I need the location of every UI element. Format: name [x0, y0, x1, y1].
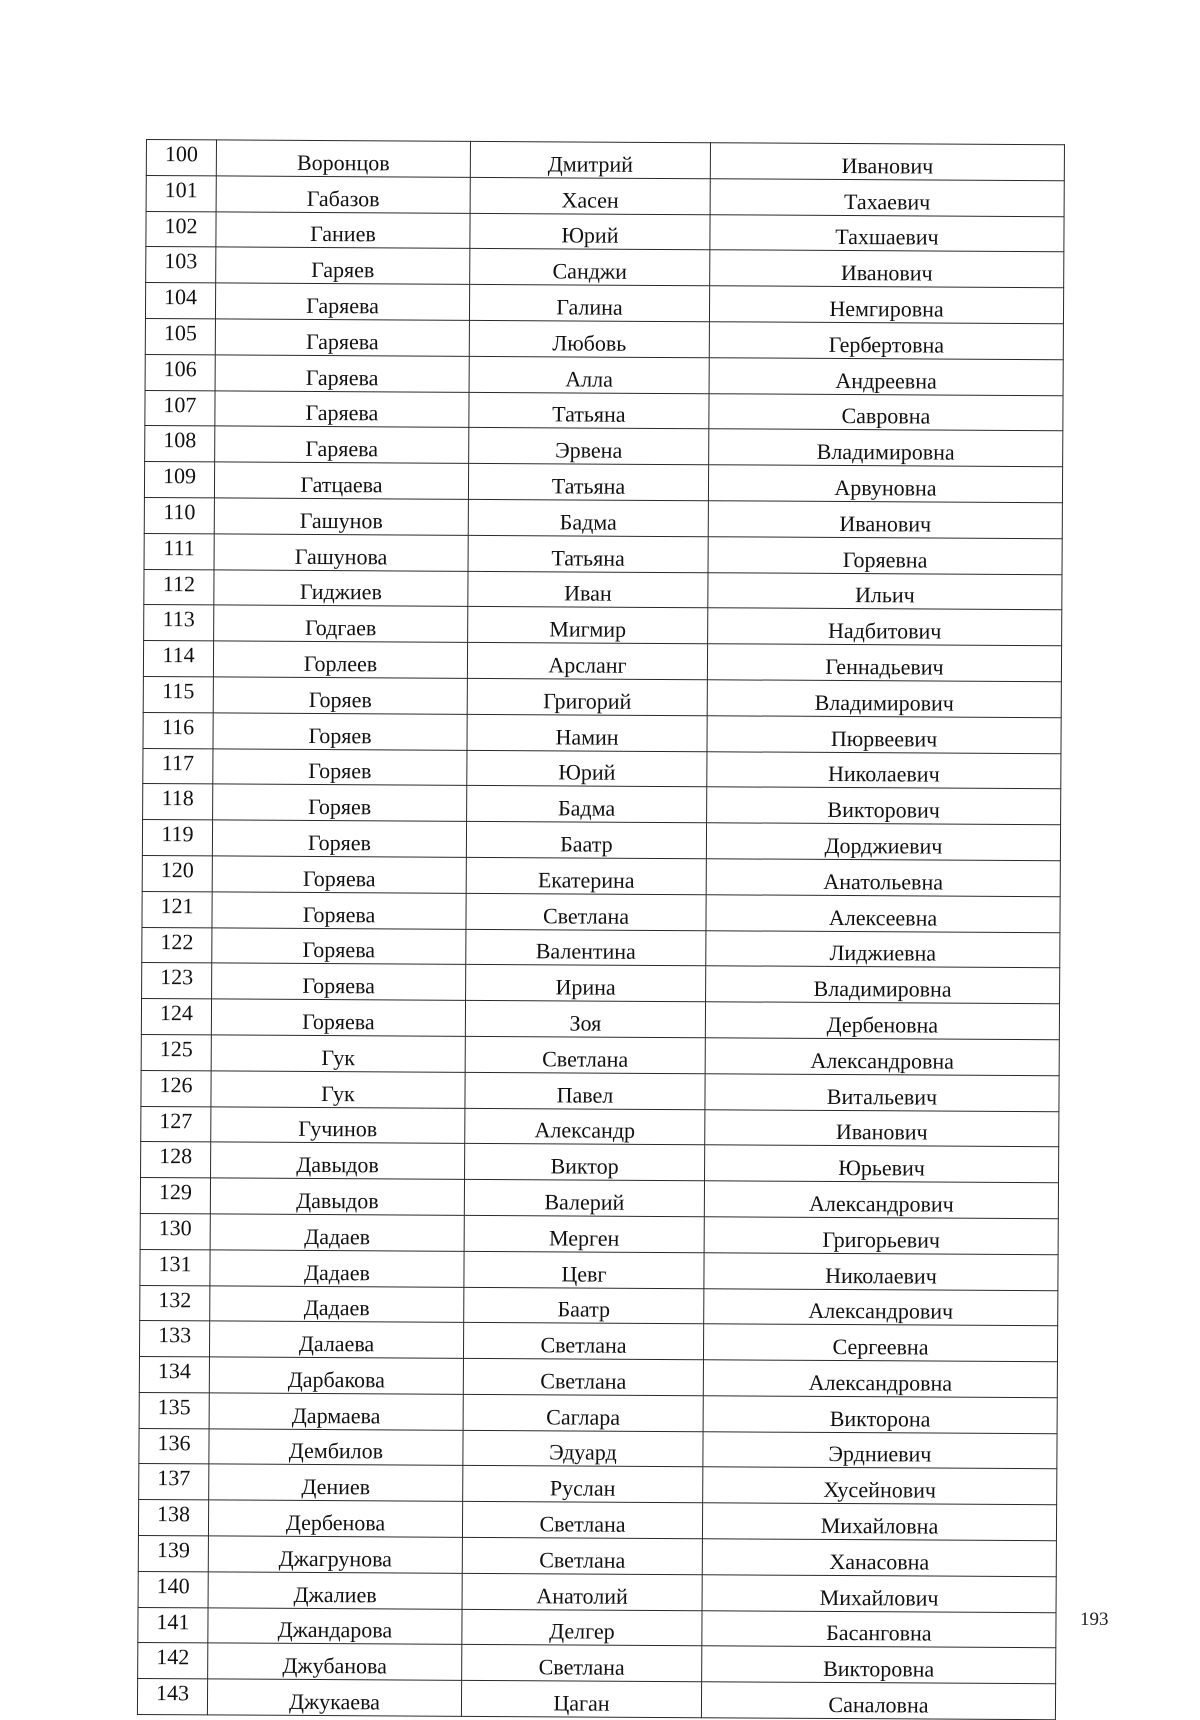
- patronymic-cell: Савровна: [709, 393, 1063, 431]
- table-row: [138, 1643, 1056, 1684]
- first-name-cell: Виктор: [465, 1144, 705, 1181]
- table-row: [144, 462, 1062, 503]
- first-name-cell: Бадма: [467, 786, 707, 823]
- patronymic-cell: Григорьевич: [704, 1217, 1058, 1255]
- row-number-cell: 104: [145, 283, 215, 319]
- row-number-cell: 137: [139, 1464, 209, 1500]
- table-row: [139, 1428, 1057, 1469]
- table-row: [144, 533, 1062, 574]
- row-number-cell: 127: [141, 1106, 211, 1142]
- patronymic-cell: Владимировна: [709, 429, 1063, 467]
- first-name-cell: Светлана: [462, 1645, 702, 1682]
- last-name-cell: Горяев: [213, 713, 467, 750]
- table-row: [145, 426, 1063, 467]
- row-number-cell: 128: [141, 1142, 211, 1178]
- patronymic-cell: Александрович: [704, 1288, 1058, 1326]
- last-name-cell: Гаряева: [215, 283, 469, 320]
- first-name-cell: Анатолий: [462, 1573, 702, 1610]
- row-number-cell: 112: [144, 569, 214, 605]
- first-name-cell: Баатр: [466, 821, 706, 858]
- patronymic-cell: Анатольевна: [706, 859, 1060, 897]
- last-name-cell: Горяева: [212, 963, 466, 1000]
- last-name-cell: Гаряева: [215, 390, 469, 427]
- patronymic-cell: Лиджиевна: [706, 930, 1060, 968]
- patronymic-cell: Ильич: [708, 572, 1062, 610]
- patronymic-cell: Андреевна: [709, 358, 1063, 396]
- first-name-cell: Дмитрий: [470, 141, 710, 178]
- last-name-cell: Дарбакова: [209, 1357, 463, 1394]
- last-name-cell: Воронцов: [216, 140, 470, 177]
- table-row: [142, 891, 1060, 932]
- first-name-cell: Зоя: [465, 1000, 705, 1037]
- row-number-cell: 117: [143, 748, 213, 784]
- last-name-cell: Гучинов: [211, 1106, 465, 1143]
- last-name-cell: Ганиев: [216, 211, 470, 248]
- patronymic-cell: Александрович: [704, 1181, 1058, 1219]
- row-number-cell: 123: [142, 963, 212, 999]
- row-number-cell: 102: [146, 211, 216, 247]
- row-number-cell: 130: [140, 1213, 210, 1249]
- first-name-cell: Саглара: [463, 1394, 703, 1431]
- row-number-cell: 110: [144, 497, 214, 533]
- first-name-cell: Александр: [465, 1108, 705, 1145]
- last-name-cell: Горяева: [212, 927, 466, 964]
- first-name-cell: Юрий: [470, 213, 710, 250]
- first-name-cell: Цевг: [464, 1251, 704, 1288]
- table-row: [140, 1178, 1058, 1219]
- last-name-cell: Горяева: [212, 856, 466, 893]
- last-name-cell: Дадаев: [210, 1285, 464, 1322]
- first-name-cell: Делгер: [462, 1609, 702, 1646]
- table-row: [145, 354, 1063, 395]
- first-name-cell: Светлана: [466, 893, 706, 930]
- first-name-cell: Санджи: [470, 249, 710, 286]
- patronymic-cell: Басанговна: [702, 1610, 1056, 1648]
- table-row: [142, 820, 1060, 861]
- table-row: [144, 569, 1062, 610]
- row-number-cell: 142: [138, 1643, 208, 1679]
- row-number-cell: 132: [140, 1285, 210, 1321]
- row-number-cell: 133: [139, 1321, 209, 1357]
- first-name-cell: Татьяна: [468, 464, 708, 501]
- row-number-cell: 125: [141, 1034, 211, 1070]
- patronymic-cell: Иванович: [705, 1109, 1059, 1147]
- first-name-cell: Светлана: [462, 1537, 702, 1574]
- table-row: [143, 712, 1061, 753]
- last-name-cell: Джукаева: [207, 1679, 461, 1716]
- row-number-cell: 118: [143, 784, 213, 820]
- row-number-cell: 115: [143, 676, 213, 712]
- table-row: [146, 175, 1064, 216]
- first-name-cell: Баатр: [464, 1287, 704, 1324]
- patronymic-cell: Горяевна: [708, 537, 1062, 575]
- last-name-cell: Дармаева: [209, 1393, 463, 1430]
- row-number-cell: 121: [142, 891, 212, 927]
- last-name-cell: Горяев: [212, 820, 466, 857]
- row-number-cell: 141: [138, 1607, 208, 1643]
- table-row: [143, 784, 1061, 825]
- table-row: [145, 283, 1063, 324]
- table-row: [137, 1679, 1055, 1720]
- last-name-cell: Горлеев: [213, 641, 467, 678]
- first-name-cell: Светлана: [462, 1502, 702, 1539]
- patronymic-cell: Тахшаевич: [710, 214, 1064, 252]
- patronymic-cell: Михайлович: [702, 1575, 1056, 1613]
- row-number-cell: 111: [144, 533, 214, 569]
- table-row: [142, 927, 1060, 968]
- last-name-cell: Далаева: [209, 1321, 463, 1358]
- row-number-cell: 103: [146, 247, 216, 283]
- first-name-cell: Юрий: [467, 750, 707, 787]
- first-name-cell: Руслан: [463, 1466, 703, 1503]
- table-row: [139, 1392, 1057, 1433]
- row-number-cell: 119: [142, 820, 212, 856]
- first-name-cell: Эрвена: [469, 428, 709, 465]
- row-number-cell: 100: [146, 140, 216, 176]
- patronymic-cell: Сергеевна: [703, 1324, 1057, 1362]
- row-number-cell: 124: [141, 999, 211, 1035]
- table-row: [139, 1357, 1057, 1398]
- patronymic-cell: Хусейнович: [703, 1467, 1057, 1505]
- first-name-cell: Мигмир: [468, 607, 708, 644]
- patronymic-cell: Немгировна: [709, 286, 1063, 324]
- table-row: [138, 1536, 1056, 1577]
- last-name-cell: Дадаев: [210, 1214, 464, 1251]
- table-row: [141, 1142, 1059, 1183]
- first-name-cell: Татьяна: [468, 535, 708, 572]
- first-name-cell: Екатерина: [466, 857, 706, 894]
- patronymic-cell: Гербертовна: [709, 322, 1063, 360]
- patronymic-cell: Тахаевич: [710, 179, 1064, 217]
- table-row: [141, 999, 1059, 1040]
- patronymic-cell: Пюрвеевич: [707, 715, 1061, 753]
- row-number-cell: 140: [138, 1571, 208, 1607]
- first-name-cell: Григорий: [467, 678, 707, 715]
- first-name-cell: Галина: [469, 285, 709, 322]
- patronymic-cell: Иванович: [710, 250, 1064, 288]
- first-name-cell: Павел: [465, 1072, 705, 1109]
- last-name-cell: Гиджиев: [214, 569, 468, 606]
- last-name-cell: Гаряева: [215, 426, 469, 463]
- first-name-cell: Татьяна: [469, 392, 709, 429]
- row-number-cell: 122: [142, 927, 212, 963]
- last-name-cell: Дембилов: [209, 1429, 463, 1466]
- patronymic-cell: Михайловна: [702, 1503, 1056, 1541]
- row-number-cell: 134: [139, 1357, 209, 1393]
- patronymic-cell: Иванович: [708, 501, 1062, 539]
- table-row: [146, 140, 1064, 181]
- last-name-cell: Давыдов: [210, 1178, 464, 1215]
- last-name-cell: Гатцаева: [214, 462, 468, 499]
- table-row: [140, 1249, 1058, 1290]
- table-row: [142, 855, 1060, 896]
- first-name-cell: Арсланг: [467, 643, 707, 680]
- row-number-cell: 108: [145, 426, 215, 462]
- table-row: [141, 1070, 1059, 1111]
- row-number-cell: 139: [138, 1536, 208, 1572]
- table-row: [143, 676, 1061, 717]
- last-name-cell: Гук: [211, 1035, 465, 1072]
- last-name-cell: Джандарова: [208, 1608, 462, 1645]
- row-number-cell: 120: [142, 855, 212, 891]
- last-name-cell: Гаряева: [215, 355, 469, 392]
- table-row: [146, 211, 1064, 252]
- table-row: [139, 1464, 1057, 1505]
- patronymic-cell: Эрдниевич: [703, 1431, 1057, 1469]
- patronymic-cell: Дорджиевич: [706, 823, 1060, 861]
- patronymic-cell: Витальевич: [705, 1073, 1059, 1111]
- table-row: [138, 1500, 1056, 1541]
- table-row: [144, 497, 1062, 538]
- table-row: [146, 247, 1064, 288]
- row-number-cell: 107: [145, 390, 215, 426]
- last-name-cell: Горяев: [213, 748, 467, 785]
- patronymic-cell: Геннадьевич: [707, 644, 1061, 682]
- table-row: [145, 390, 1063, 431]
- first-name-cell: Любовь: [469, 320, 709, 357]
- table-row: [138, 1571, 1056, 1612]
- last-name-cell: Джубанова: [208, 1643, 462, 1680]
- table-row: [145, 318, 1063, 359]
- patronymic-cell: Ханасовна: [702, 1539, 1056, 1577]
- patronymic-cell: Иванович: [710, 143, 1064, 181]
- last-name-cell: Гашунова: [214, 534, 468, 571]
- name-table: [137, 139, 1065, 1720]
- first-name-cell: Ирина: [466, 965, 706, 1002]
- last-name-cell: Гаряев: [216, 247, 470, 284]
- first-name-cell: Бадма: [468, 499, 708, 536]
- row-number-cell: 129: [140, 1178, 210, 1214]
- first-name-cell: Мерген: [464, 1215, 704, 1252]
- patronymic-cell: Викторовна: [702, 1646, 1056, 1684]
- table-row: [144, 605, 1062, 646]
- last-name-cell: Горяев: [213, 677, 467, 714]
- table-row: [140, 1285, 1058, 1326]
- row-number-cell: 135: [139, 1392, 209, 1428]
- first-name-cell: Алла: [469, 356, 709, 393]
- last-name-cell: Горяева: [211, 999, 465, 1036]
- first-name-cell: Намин: [467, 714, 707, 751]
- last-name-cell: Джагрунова: [208, 1536, 462, 1573]
- table-row: [140, 1213, 1058, 1254]
- table-row: [143, 748, 1061, 789]
- patronymic-cell: Юрьевич: [705, 1145, 1059, 1183]
- patronymic-cell: Дербеновна: [705, 1002, 1059, 1040]
- table-row: [143, 641, 1061, 682]
- first-name-cell: Иван: [468, 571, 708, 608]
- row-number-cell: 109: [144, 462, 214, 498]
- patronymic-cell: Викторона: [703, 1396, 1057, 1434]
- row-number-cell: 136: [139, 1428, 209, 1464]
- last-name-cell: Гашунов: [214, 498, 468, 535]
- last-name-cell: Габазов: [216, 176, 470, 213]
- table-row: [141, 1034, 1059, 1075]
- first-name-cell: Валентина: [466, 929, 706, 966]
- last-name-cell: Дадаев: [210, 1250, 464, 1287]
- last-name-cell: Джалиев: [208, 1572, 462, 1609]
- patronymic-cell: Арвуновна: [708, 465, 1062, 503]
- last-name-cell: Гук: [211, 1071, 465, 1108]
- last-name-cell: Дербенова: [208, 1500, 462, 1537]
- patronymic-cell: Александровна: [705, 1038, 1059, 1076]
- patronymic-cell: Надбитович: [708, 608, 1062, 646]
- row-number-cell: 143: [137, 1679, 207, 1715]
- patronymic-cell: Николаевич: [707, 751, 1061, 789]
- row-number-cell: 126: [141, 1070, 211, 1106]
- last-name-cell: Горяева: [212, 892, 466, 929]
- last-name-cell: Горяев: [213, 784, 467, 821]
- last-name-cell: Давыдов: [211, 1142, 465, 1179]
- row-number-cell: 116: [143, 712, 213, 748]
- first-name-cell: Валерий: [464, 1179, 704, 1216]
- table-row: [138, 1607, 1056, 1648]
- table-row: [139, 1321, 1057, 1362]
- row-number-cell: 113: [144, 605, 214, 641]
- patronymic-cell: Владимировна: [706, 966, 1060, 1004]
- patronymic-cell: Саналовна: [701, 1682, 1055, 1720]
- patronymic-cell: Викторович: [707, 787, 1061, 825]
- first-name-cell: Эдуард: [463, 1430, 703, 1467]
- row-number-cell: 106: [145, 354, 215, 390]
- last-name-cell: Дениев: [209, 1464, 463, 1501]
- patronymic-cell: Владимирович: [707, 680, 1061, 718]
- table-row: [141, 1106, 1059, 1147]
- first-name-cell: Светлана: [465, 1036, 705, 1073]
- row-number-cell: 105: [145, 318, 215, 354]
- patronymic-cell: Алексеевна: [706, 894, 1060, 932]
- last-name-cell: Гаряева: [215, 319, 469, 356]
- last-name-cell: Годгаев: [214, 605, 468, 642]
- page-number: 193: [1080, 1609, 1109, 1630]
- first-name-cell: Светлана: [463, 1358, 703, 1395]
- first-name-cell: Хасен: [470, 177, 710, 214]
- table-row: [142, 963, 1060, 1004]
- row-number-cell: 101: [146, 175, 216, 211]
- name-table-body: [137, 140, 1064, 1720]
- row-number-cell: 114: [143, 641, 213, 677]
- row-number-cell: 131: [140, 1249, 210, 1285]
- patronymic-cell: Николаевич: [704, 1252, 1058, 1290]
- first-name-cell: Светлана: [463, 1323, 703, 1360]
- first-name-cell: Цаган: [461, 1681, 701, 1718]
- row-number-cell: 138: [138, 1500, 208, 1536]
- patronymic-cell: Александровна: [703, 1360, 1057, 1398]
